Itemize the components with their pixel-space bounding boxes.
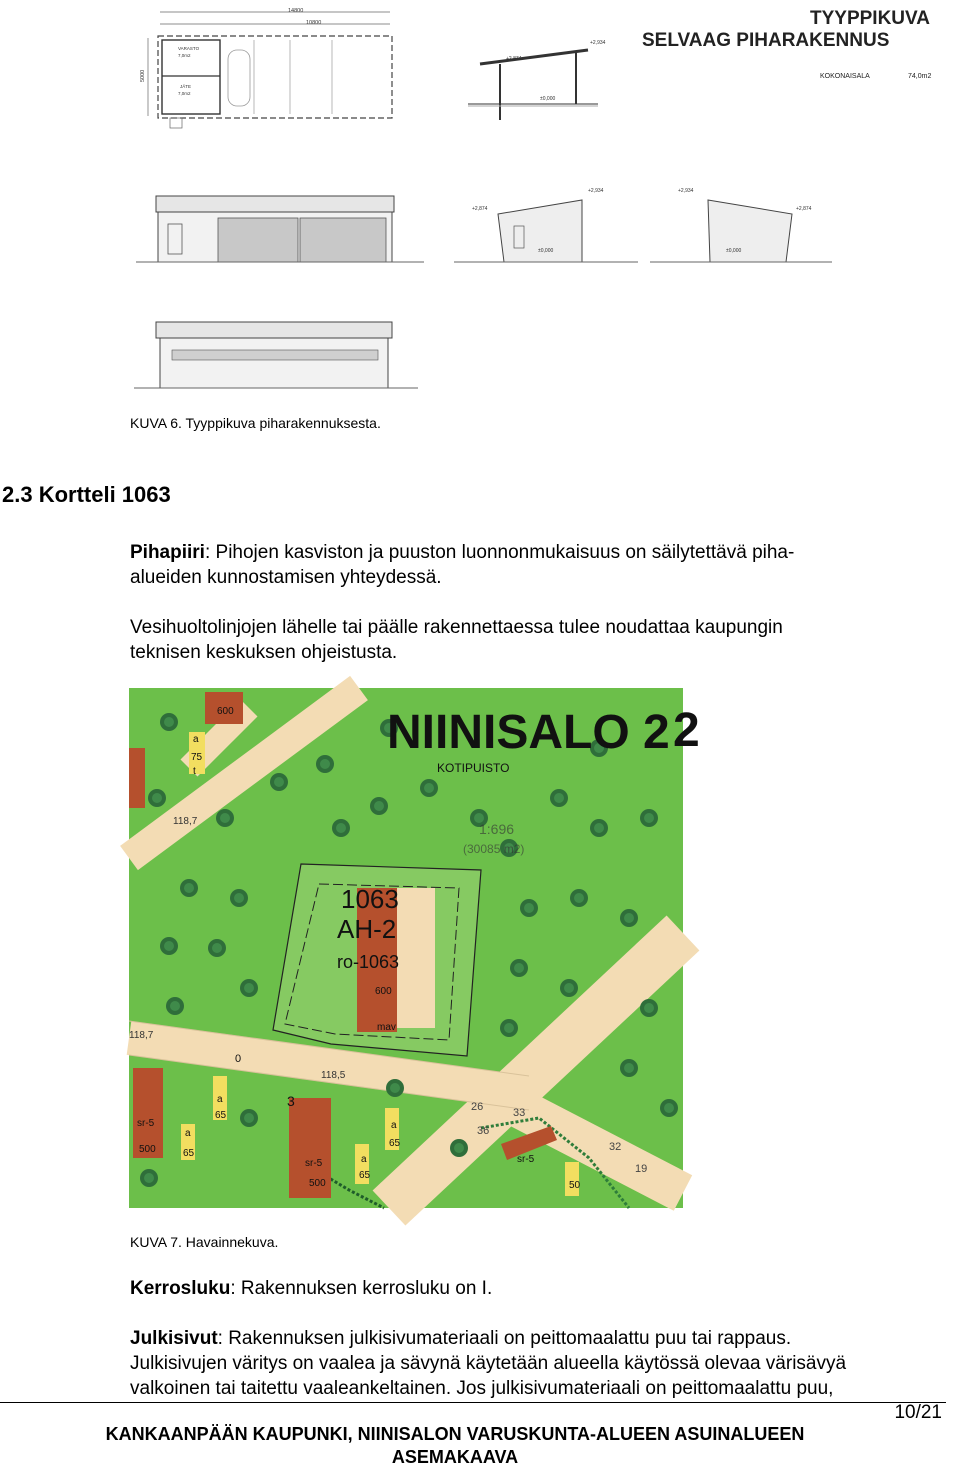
side1-level-zero: ±0,000 — [538, 248, 554, 254]
side2-level-high: +2,934 — [678, 188, 694, 194]
right-50: 50 — [569, 1180, 581, 1191]
paragraph-vesihuolto — [130, 615, 930, 665]
kerrosluku-text: : Rakennuksen kerrosluku on I. — [230, 1278, 493, 1299]
julkisivut-text-1: : Rakennuksen julkisivumateriaali on peittomaalattu puu tai rappaus. — [217, 1328, 792, 1349]
front-elevation — [136, 196, 424, 262]
footer-title-line-2: ASEMAKAAVA — [391, 1447, 519, 1467]
mid-500: 500 — [309, 1178, 326, 1189]
footer-divider — [0, 1402, 946, 1403]
map-area-title: NIINISALO 2 — [387, 706, 670, 759]
side2-level-low: +2,874 — [796, 206, 812, 212]
map-park-name: KOTIPUISTO — [437, 761, 510, 775]
side1-level-high: +2,934 — [588, 188, 604, 194]
left-65: 65 — [215, 1110, 227, 1121]
section-view — [468, 40, 606, 120]
elev-118-5: 118,5 — [321, 1070, 346, 1081]
kerrosluku-label: Kerrosluku — [130, 1278, 231, 1299]
section-level-high: +2,934 — [590, 40, 606, 46]
drawing-title-block — [642, 8, 931, 80]
top-t: t — [193, 766, 196, 777]
julkisivut-text-3: valkoinen tai taitettu vaaleankeltainen. Jos julkisivumateriaali on peittomaalattu puu, — [130, 1378, 834, 1399]
plot-value-600: 600 — [375, 986, 392, 997]
side2-level-zero: ±0,000 — [726, 248, 742, 254]
illustration-map — [129, 688, 700, 1208]
paragraph-julkisivut — [130, 1326, 950, 1401]
left-500: 500 — [139, 1144, 156, 1155]
room2-name: JÄTE — [180, 84, 192, 89]
dim-total: 14800 — [288, 8, 304, 14]
num-26: 26 — [471, 1101, 484, 1113]
side1-level-low: +2,874 — [472, 206, 488, 212]
mid-a: a — [361, 1154, 367, 1165]
section-heading: 2.3 Kortteli 1063 — [2, 482, 171, 507]
area-value: 74,0m2 — [908, 73, 932, 80]
top-a: a — [193, 734, 199, 745]
top-building-600: 600 — [217, 706, 234, 717]
left2-a: a — [185, 1128, 191, 1139]
mid2-65: 65 — [389, 1138, 401, 1149]
footer-title-line-1: KANKAANPÄÄN KAUPUNKI, NIINISALON VARUSKUNTA-ALUEEN ASUINALUEEN — [105, 1424, 805, 1444]
room2-area: 7,0m2 — [178, 91, 191, 96]
left-sr5: sr-5 — [137, 1118, 155, 1129]
pihapiiri-text-1: : Pihojen kasviston ja puuston luonnonmukaisuus on säilytettävä piha- — [204, 542, 795, 563]
area-label: KOKONAISALA — [820, 73, 870, 80]
figure-caption-7: KUVA 7. Havainnekuva. — [130, 1234, 279, 1250]
vesihuolto-text-2: teknisen keskuksen ohjeistusta. — [130, 642, 398, 663]
paragraph-kerrosluku — [130, 1276, 930, 1301]
num-36: 36 — [477, 1125, 490, 1137]
mid2-a: a — [391, 1120, 397, 1131]
num-19: 19 — [635, 1163, 648, 1175]
section-level-zero: ±0,000 — [540, 96, 556, 102]
zone-code: AH-2 — [337, 914, 397, 944]
map-svg — [129, 688, 700, 1208]
drawing-title-2: SELVAAG PIHARAKENNUS — [642, 30, 890, 51]
julkisivut-label: Julkisivut — [130, 1328, 218, 1349]
outbuilding-drawing-svg — [128, 0, 960, 400]
paragraph-pihapiiri — [130, 540, 930, 590]
mid-sr5: sr-5 — [305, 1158, 323, 1169]
num-0: 0 — [235, 1053, 242, 1065]
section-level-low: +2,874 — [506, 56, 522, 62]
left2-65: 65 — [183, 1148, 195, 1159]
map-title-suffix: 2 — [673, 704, 700, 757]
ro-code: ro-1063 — [337, 952, 400, 972]
room1-name: VARASTO — [178, 46, 200, 51]
drawing-title-1: TYYPPIKUVA — [810, 8, 931, 29]
num-3: 3 — [287, 1093, 295, 1109]
block-number: 1063 — [341, 884, 399, 914]
map-park-area: (30085 m2) — [463, 842, 525, 856]
plan-view — [140, 8, 392, 128]
room1-area: 7,0m2 — [178, 53, 191, 58]
dim-depth: 5000 — [140, 69, 146, 82]
left-a: a — [217, 1094, 223, 1105]
elev-118-7: 118,7 — [173, 816, 198, 827]
type-drawing — [128, 0, 960, 400]
side-elevations — [454, 188, 832, 262]
figure-caption-6: KUVA 6. Tyyppikuva piharakennuksesta. — [130, 415, 381, 431]
num-33: 33 — [513, 1107, 526, 1119]
mid-65: 65 — [359, 1170, 371, 1181]
vesihuolto-text-1: Vesihuoltolinjojen lähelle tai päälle rakennettaessa tulee noudattaa kaupungin — [130, 617, 783, 638]
back-elevation — [134, 322, 418, 388]
pihapiiri-label: Pihapiiri — [130, 542, 205, 563]
map-scale: 1:696 — [479, 821, 515, 837]
num-32: 32 — [609, 1141, 622, 1153]
page-number: 10/21 — [894, 1402, 942, 1423]
dim-inner: 10800 — [306, 20, 322, 26]
top-75: 75 — [191, 752, 203, 763]
pihapiiri-text-2: alueiden kunnostamisen yhteydessä. — [130, 567, 442, 588]
elev-118-7-b: 118,7 — [129, 1030, 154, 1041]
right-sr5: sr-5 — [517, 1154, 535, 1165]
plot-mav: mav — [377, 1022, 396, 1033]
julkisivut-text-2: Julkisivujen väritys on vaalea ja sävynä käytetään alueella käytössä olevaa värisävyä — [130, 1353, 847, 1374]
